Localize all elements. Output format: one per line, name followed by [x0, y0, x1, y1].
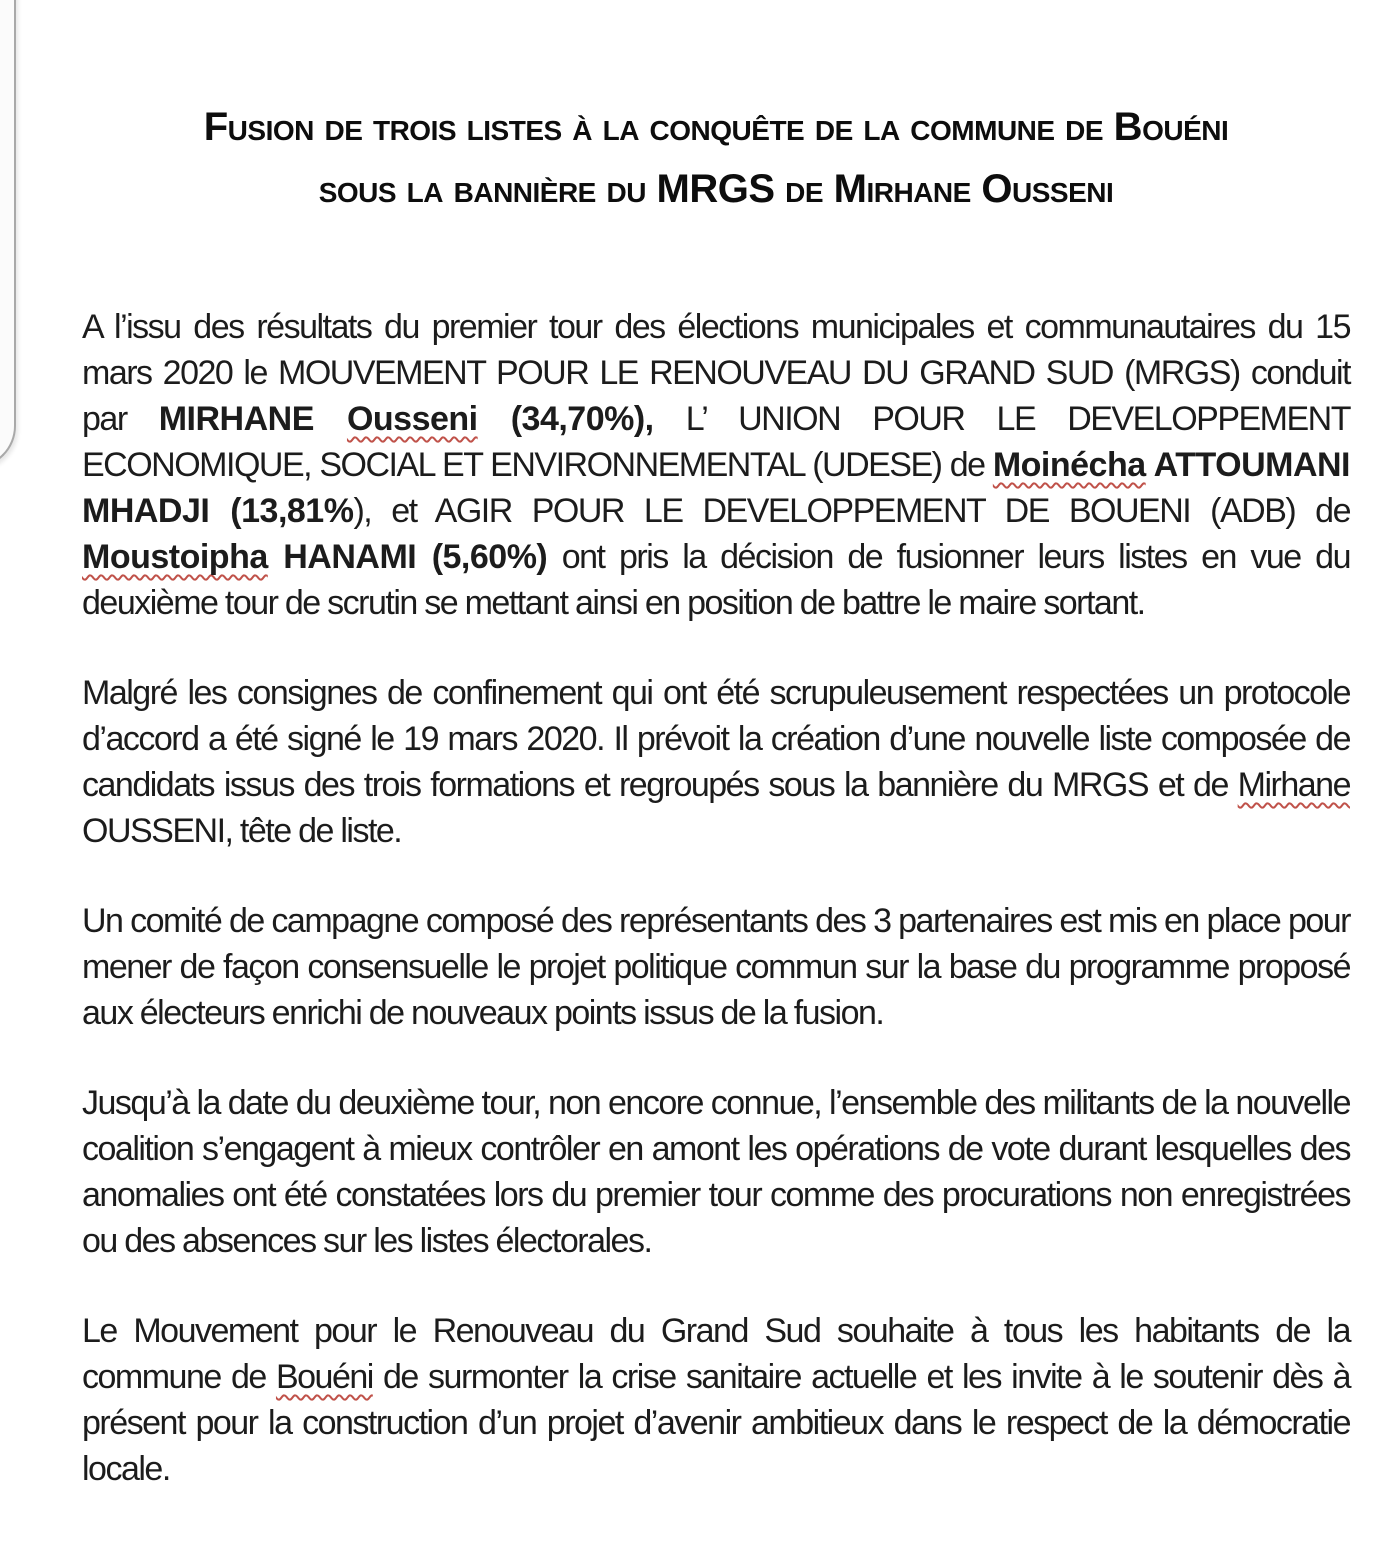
- text-run: L’ UNION POUR LE DEVELOPPEMENT ECONOMIQUE, SOCIAL ET ENVIRONNEMENTAL (UDESE) de: [82, 400, 1358, 484]
- text-run: (34,70%),: [477, 400, 654, 438]
- misspelled-word: Mirhane: [1237, 766, 1350, 804]
- text-run: ont pris la décision de fusionner leurs listes en vue du deuxième tour de scrutin se mettant ainsi en position de battre le maire sortant.: [82, 538, 1358, 622]
- text-run: Un comité de campagne composé des représentants des 3 partenaires est mis en place pour mener de façon consensuelle le projet politique commun sur la base du programme proposé aux électeurs enrichi de nouveaux points issus de la fusion.: [82, 902, 1358, 1032]
- text-run: OUSSENI, tête de liste.: [82, 766, 1358, 850]
- text-run: A l’issu des résultats du premier tour des élections municipales et communautaires du 15 mars 2020 le MOUVEMENT POUR LE RENOUVEAU DU GRAND SUD (MRGS) conduit par: [82, 308, 1358, 438]
- misspelled-word: Moustoipha: [82, 538, 268, 576]
- paragraph-5: [82, 1308, 1358, 1492]
- text-run: ATTOUMANI MHADJI (13,81%: [82, 446, 1359, 530]
- misspelled-word: Bouéni: [275, 1358, 373, 1396]
- text-run: Le Mouvement pour le Renouveau du Grand Sud souhaite à tous les habitants de la commune de: [82, 1312, 1358, 1396]
- text-run: Malgré les consignes de confinement qui ont été scrupuleusement respectées un protocole d’accord a été signé le 19 mars 2020. Il prévoit la création d’une nouvelle liste composée de candidats issus des trois formations et regroupés sous la bannière du MRGS et de: [82, 674, 1358, 804]
- document-body: [82, 304, 1359, 1492]
- paragraph-3: [82, 898, 1358, 1036]
- text-run: ), et AGIR POUR LE DEVELOPPEMENT DE BOUENI (ADB) de: [353, 492, 1358, 530]
- document-title-line-2: sous la bannière du MRGS de Mirhane Ousseni: [318, 167, 1114, 211]
- document-title-line-1: Fusion de trois listes à la conquête de la commune de Bouéni: [203, 105, 1229, 149]
- text-run: HANAMI (5,60%): [267, 538, 548, 576]
- misspelled-word: Ousseni: [346, 400, 478, 438]
- text-run: Jusqu’à la date du deuxième tour, non encore connue, l’ensemble des militants de la nouvelle coalition s’engagent à mieux contrôler en amont les opérations de vote durant lesquelles des anomalies ont été constatées lors du premier tour comme des procurations non enregistrées ou des absences sur les listes électorales.: [82, 1084, 1358, 1260]
- misspelled-word: Moinécha: [992, 446, 1146, 484]
- paragraph-1: [82, 304, 1359, 626]
- paragraph-2: [82, 670, 1358, 854]
- paragraph-4: [82, 1080, 1358, 1264]
- text-run: de surmonter la crise sanitaire actuelle et les invite à le soutenir dès à présent pour la construction d’un projet d’avenir ambitieux dans le respect de la démocratie locale.: [82, 1358, 1358, 1488]
- text-run: MIRHANE: [158, 400, 347, 438]
- document-title: [82, 96, 1350, 220]
